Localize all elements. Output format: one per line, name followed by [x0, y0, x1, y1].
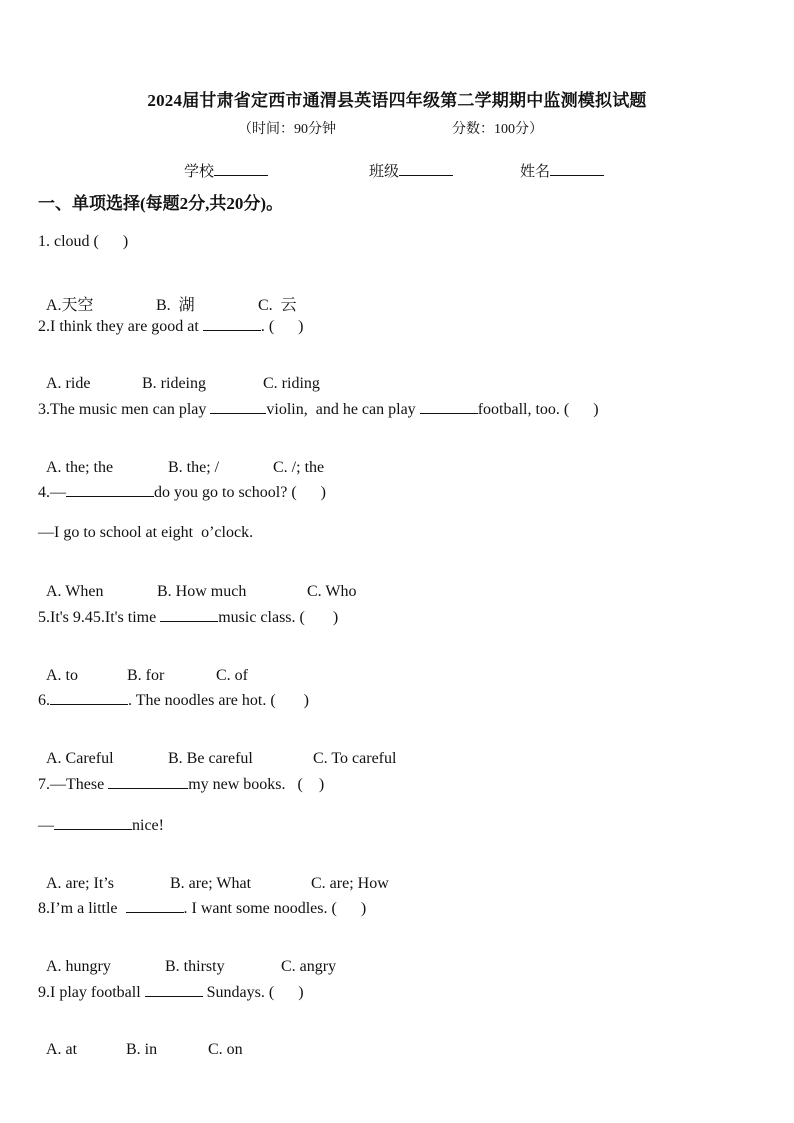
q9-option-b: B. in	[126, 1041, 158, 1058]
q4-option-c: C. Who	[307, 583, 357, 600]
q8-option-b: B. thirsty	[165, 958, 225, 975]
q7-blank	[108, 774, 188, 789]
q4-option-b: B. How much	[157, 583, 247, 600]
exam-time: （时间：90分钟	[238, 122, 336, 137]
q5-stem-b: music class. ( )	[218, 609, 339, 626]
q1-option-c: C. 云	[258, 297, 297, 314]
q7-reply	[38, 815, 164, 835]
q2-blank	[203, 316, 261, 331]
q2-option-a: A. ride	[46, 375, 91, 392]
q9-option-a: A. at	[46, 1041, 78, 1058]
q4-stem-a: 4.—	[38, 484, 66, 501]
q1-option-b: B. 湖	[156, 297, 195, 314]
q4-option-a: A. When	[46, 583, 104, 600]
q5-option-b: B. for	[127, 667, 165, 684]
q7-reply-b: nice!	[132, 817, 164, 834]
q9-options	[38, 1023, 243, 1059]
q7-option-c: C. are; How	[311, 875, 389, 892]
q2-stem	[38, 316, 304, 336]
q6-option-c: C. To careful	[313, 750, 397, 767]
q5-stem	[38, 607, 338, 627]
q8-options	[38, 940, 336, 976]
class-blank	[399, 161, 453, 176]
q6-stem-b: . The noodles are hot. ( )	[128, 692, 309, 709]
q8-option-a: A. hungry	[46, 958, 111, 975]
q4-options	[38, 565, 356, 601]
q4-stem-b: do you go to school? ( )	[154, 484, 326, 501]
q3-stem-b: violin, and he can play	[266, 401, 420, 418]
q5-options	[38, 649, 248, 685]
q2-option-c: C. riding	[263, 375, 320, 392]
q8-stem	[38, 898, 366, 918]
q3-blank-1	[210, 399, 266, 414]
q7-stem-a: 7.—These	[38, 776, 109, 793]
q4-blank	[66, 482, 154, 497]
q7-option-b: B. are; What	[170, 875, 252, 892]
q7-option-a: A. are; It’s	[46, 875, 114, 892]
q5-stem-a: 5.It's 9.45.It's time	[38, 609, 161, 626]
exam-score: 分数：100分）	[452, 122, 543, 137]
q5-option-a: A. to	[46, 667, 78, 684]
q6-option-b: B. Be careful	[168, 750, 253, 767]
q4-reply: —I go to school at eight o’clock.	[38, 524, 254, 541]
q1-options	[38, 274, 297, 315]
q3-option-c: C. /; the	[273, 459, 325, 476]
q7-stem-b: my new books. ( )	[188, 776, 325, 793]
q6-stem	[38, 690, 309, 710]
exam-title: 2024届甘肃省定西市通渭县英语四年级第二学期期中监测模拟试题	[147, 91, 647, 110]
q3-option-b: B. the; /	[168, 459, 220, 476]
q9-option-c: C. on	[208, 1041, 243, 1058]
school-field	[184, 160, 268, 181]
q9-stem	[38, 982, 304, 1002]
q7-reply-a: —	[38, 817, 54, 834]
q7-options	[38, 857, 389, 893]
q8-stem-b: . I want some noodles. ( )	[183, 900, 367, 917]
q6-stem-a: 6.	[38, 692, 50, 709]
q2-options	[38, 357, 320, 393]
class-label: 班级	[369, 164, 400, 180]
q5-option-c: C. of	[216, 667, 248, 684]
q7-reply-blank	[54, 815, 132, 830]
q9-blank	[145, 982, 203, 997]
q8-blank	[126, 898, 184, 913]
school-blank	[214, 161, 268, 176]
name-label: 姓名	[520, 164, 551, 180]
name-blank	[550, 161, 604, 176]
name-field	[520, 160, 604, 181]
q3-stem	[38, 399, 599, 419]
class-field	[369, 160, 453, 181]
q9-stem-b: Sundays. ( )	[202, 984, 304, 1001]
q7-stem	[38, 774, 324, 794]
q3-stem-a: 3.The music men can play	[38, 401, 211, 418]
q4-stem	[38, 482, 326, 502]
q1-option-a: A.天空	[46, 297, 94, 314]
q6-blank	[50, 690, 128, 705]
q2-option-b: B. rideing	[142, 375, 206, 392]
q1-stem: 1. cloud ( )	[38, 233, 129, 250]
q3-option-a: A. the; the	[46, 459, 114, 476]
q2-stem-a: 2.I think they are good at	[38, 318, 203, 335]
q3-options	[38, 441, 324, 477]
school-label: 学校	[184, 164, 215, 180]
q2-stem-b: . ( )	[260, 318, 304, 335]
q5-blank	[160, 607, 218, 622]
q9-stem-a: 9.I play football	[38, 984, 145, 1001]
q8-option-c: C. angry	[281, 958, 337, 975]
q3-stem-c: football, too. ( )	[477, 401, 599, 418]
q3-blank-2	[420, 399, 478, 414]
q6-option-a: A. Careful	[46, 750, 114, 767]
q8-stem-a: 8.I’m a little	[38, 900, 126, 917]
q6-options	[38, 732, 396, 768]
section-title: 一、单项选择(每题2分,共20分)。	[38, 194, 284, 213]
